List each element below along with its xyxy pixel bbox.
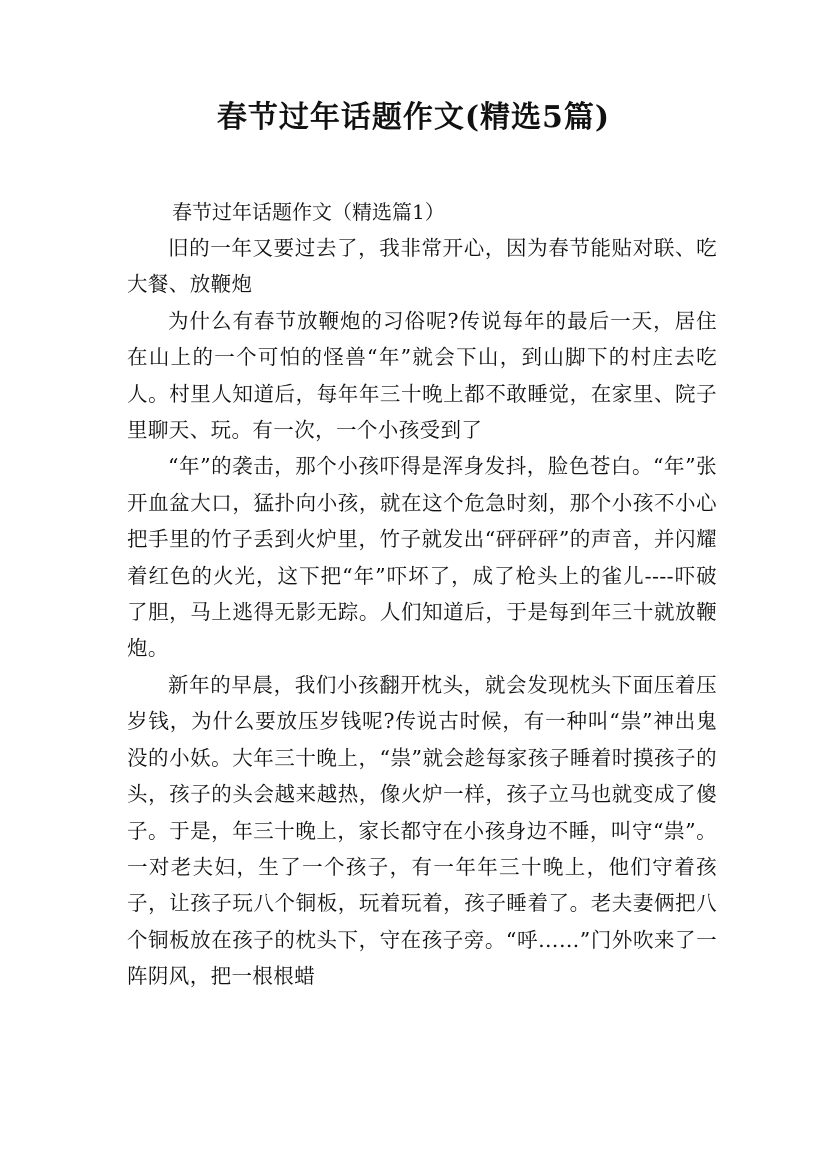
- paragraph-4: 新年的早晨，我们小孩翻开枕头，就会发现枕头下面压着压岁钱，为什么要放压岁钱呢?传说古时候，有一种叫“祟”神出鬼没的小妖。大年三十晚上，“祟”就会趁每家孩子睡着时摸孩子的头，孩子的头会越来越热，像火炉一样，孩子立马也就变成了傻子。于是，年三十晚上，家长都守在小孩身边不睡，叫守“祟”。一对老夫妇，生了一个孩子，有一年年三十晚上，他们守着孩子，让孩子玩八个铜板，玩着玩着，孩子睡着了。老夫妻俩把八个铜板放在孩子的枕头下，守在孩子旁。“呼……”门外吹来了一阵阴风，把一根根蜡: [127, 672, 717, 989]
- document-title: 春节过年话题作文(精选5篇): [216, 100, 611, 135]
- paragraph-1: 旧的一年又要过去了，我非常开心，因为春节能贴对联、吃大餐、放鞭炮: [127, 236, 717, 297]
- body-text: [127, 230, 717, 995]
- paragraph-2: 为什么有春节放鞭炮的习俗呢?传说每年的最后一天，居住在山上的一个可怕的怪兽“年”就会下山，到山脚下的村庄去吃人。村里人知道后，每年年三十晚上都不敢睡觉，在家里、院子里聊天、玩。有一次，一个小孩受到了: [127, 308, 717, 443]
- paragraph-3: “年”的袭击，那个小孩吓得是浑身发抖，脸色苍白。“年”张开血盆大口，猛扑向小孩，就在这个危急时刻，那个小孩不小心把手里的竹子丢到火炉里，竹子就发出“砰砰砰”的声音，并闪耀着红色的火光，这下把“年”吓坏了，成了枪头上的雀儿----吓破了胆，马上逃得无影无踪。人们知道后，于是每到年三十就放鞭炮。: [127, 454, 717, 661]
- section-heading: 春节过年话题作文（精选篇1）: [172, 200, 445, 224]
